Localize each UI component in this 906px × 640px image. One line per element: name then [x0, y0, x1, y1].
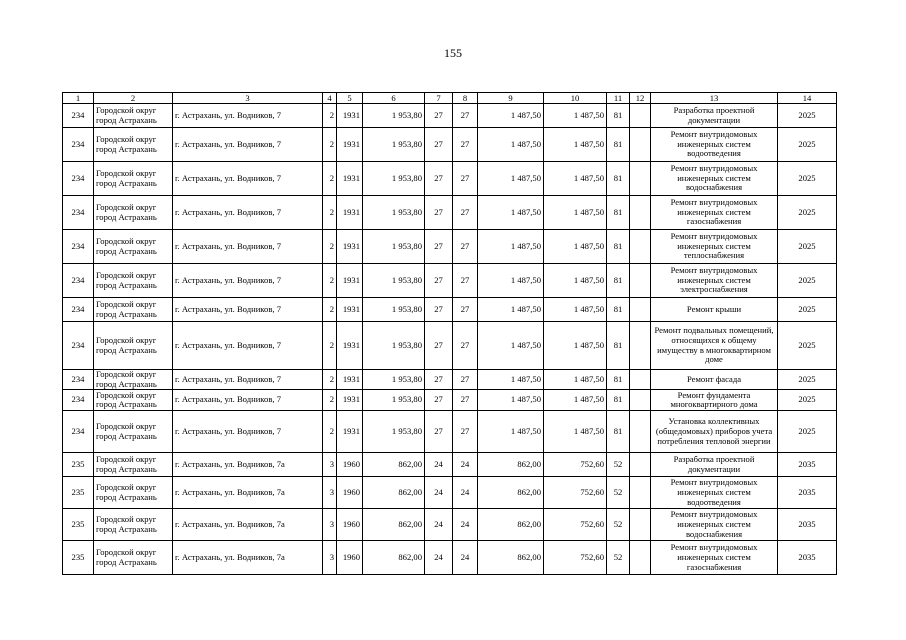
cell-col-9: 1 487,50: [478, 104, 544, 128]
cell-col-5: 1931: [337, 104, 363, 128]
cell-municipality: Городской округ город Астрахань: [94, 453, 173, 477]
cell-object-number: 235: [63, 477, 94, 509]
cell-year: 2035: [778, 477, 837, 509]
cell-address: г. Астрахань, ул. Водников, 7: [173, 298, 323, 322]
cell-col-5: 1931: [337, 411, 363, 453]
cell-col-9: 1 487,50: [478, 230, 544, 264]
cell-col-4: 3: [323, 477, 337, 509]
cell-municipality: Городской округ город Астрахань: [94, 298, 173, 322]
cell-work-type: Ремонт внутридомовых инженерных систем электроснабжения: [651, 264, 778, 298]
cell-col-7: 27: [425, 298, 453, 322]
table-row: [63, 509, 837, 541]
cell-col-4: 3: [323, 541, 337, 575]
table-row: [63, 264, 837, 298]
table-row: [63, 390, 837, 411]
cell-col-10: 1 487,50: [544, 264, 607, 298]
cell-col-11: 81: [607, 162, 630, 196]
column-header: 6: [363, 93, 425, 104]
cell-col-11: 81: [607, 390, 630, 411]
cell-col-5: 1931: [337, 128, 363, 162]
column-header: 12: [630, 93, 651, 104]
cell-col-8: 27: [453, 322, 478, 370]
cell-col-10: 1 487,50: [544, 370, 607, 390]
cell-col-4: 2: [323, 162, 337, 196]
cell-col-5: 1960: [337, 541, 363, 575]
cell-col-8: 27: [453, 298, 478, 322]
cell-address: г. Астрахань, ул. Водников, 7а: [173, 453, 323, 477]
cell-col-8: 24: [453, 509, 478, 541]
cell-col-12: [630, 128, 651, 162]
cell-col-10: 1 487,50: [544, 390, 607, 411]
cell-work-type: Ремонт крыши: [651, 298, 778, 322]
cell-work-type: Ремонт фундамента многоквартирного дома: [651, 390, 778, 411]
table-row: [63, 370, 837, 390]
cell-work-type: Разработка проектной документации: [651, 453, 778, 477]
cell-year: 2025: [778, 264, 837, 298]
table-row: [63, 128, 837, 162]
cell-col-8: 27: [453, 104, 478, 128]
cell-col-6: 1 953,80: [363, 370, 425, 390]
cell-object-number: 235: [63, 509, 94, 541]
cell-col-7: 27: [425, 411, 453, 453]
cell-municipality: Городской округ город Астрахань: [94, 322, 173, 370]
cell-col-12: [630, 411, 651, 453]
column-header: 13: [651, 93, 778, 104]
cell-object-number: 234: [63, 322, 94, 370]
cell-work-type: Ремонт внутридомовых инженерных систем газоснабжения: [651, 196, 778, 230]
cell-col-8: 27: [453, 264, 478, 298]
cell-address: г. Астрахань, ул. Водников, 7: [173, 390, 323, 411]
cell-col-7: 24: [425, 477, 453, 509]
cell-object-number: 234: [63, 411, 94, 453]
cell-col-12: [630, 322, 651, 370]
cell-col-12: [630, 390, 651, 411]
cell-col-12: [630, 477, 651, 509]
cell-col-7: 27: [425, 162, 453, 196]
cell-col-8: 27: [453, 390, 478, 411]
cell-col-10: 1 487,50: [544, 298, 607, 322]
cell-col-5: 1931: [337, 322, 363, 370]
cell-col-9: 862,00: [478, 477, 544, 509]
cell-municipality: Городской округ город Астрахань: [94, 390, 173, 411]
cell-municipality: Городской округ город Астрахань: [94, 370, 173, 390]
cell-col-9: 862,00: [478, 541, 544, 575]
cell-col-7: 24: [425, 453, 453, 477]
column-header: 9: [478, 93, 544, 104]
cell-address: г. Астрахань, ул. Водников, 7а: [173, 477, 323, 509]
cell-year: 2025: [778, 370, 837, 390]
cell-col-6: 1 953,80: [363, 298, 425, 322]
cell-work-type: Ремонт внутридомовых инженерных систем водоотведения: [651, 477, 778, 509]
cell-col-6: 862,00: [363, 541, 425, 575]
cell-object-number: 235: [63, 453, 94, 477]
cell-col-9: 1 487,50: [478, 264, 544, 298]
cell-col-7: 27: [425, 370, 453, 390]
cell-municipality: Городской округ город Астрахань: [94, 128, 173, 162]
cell-col-8: 27: [453, 230, 478, 264]
cell-col-12: [630, 196, 651, 230]
cell-work-type: Ремонт внутридомовых инженерных систем газоснабжения: [651, 541, 778, 575]
cell-year: 2035: [778, 541, 837, 575]
column-header: 11: [607, 93, 630, 104]
cell-municipality: Городской округ город Астрахань: [94, 230, 173, 264]
cell-col-9: 1 487,50: [478, 411, 544, 453]
cell-work-type: Ремонт подвальных помещений, относящихся к общему имуществу в многоквартирном доме: [651, 322, 778, 370]
cell-address: г. Астрахань, ул. Водников, 7: [173, 162, 323, 196]
cell-col-12: [630, 370, 651, 390]
cell-col-12: [630, 509, 651, 541]
table-row: [63, 322, 837, 370]
cell-work-type: Установка коллективных (общедомовых) приборов учета потребления тепловой энергии: [651, 411, 778, 453]
cell-object-number: 234: [63, 298, 94, 322]
cell-address: г. Астрахань, ул. Водников, 7: [173, 128, 323, 162]
cell-object-number: 235: [63, 541, 94, 575]
cell-col-5: 1931: [337, 298, 363, 322]
column-header: 10: [544, 93, 607, 104]
cell-municipality: Городской округ город Астрахань: [94, 104, 173, 128]
cell-col-9: 1 487,50: [478, 322, 544, 370]
cell-col-7: 27: [425, 264, 453, 298]
cell-col-10: 752,60: [544, 541, 607, 575]
cell-col-4: 3: [323, 453, 337, 477]
cell-year: 2025: [778, 322, 837, 370]
cell-col-10: 752,60: [544, 509, 607, 541]
cell-address: г. Астрахань, ул. Водников, 7а: [173, 541, 323, 575]
cell-col-5: 1931: [337, 162, 363, 196]
cell-col-8: 27: [453, 196, 478, 230]
cell-col-10: 1 487,50: [544, 411, 607, 453]
cell-address: г. Астрахань, ул. Водников, 7: [173, 196, 323, 230]
cell-col-7: 24: [425, 541, 453, 575]
cell-col-7: 27: [425, 104, 453, 128]
cell-col-6: 1 953,80: [363, 196, 425, 230]
cell-col-11: 81: [607, 411, 630, 453]
cell-col-5: 1960: [337, 509, 363, 541]
cell-municipality: Городской округ город Астрахань: [94, 264, 173, 298]
cell-municipality: Городской округ город Астрахань: [94, 196, 173, 230]
column-header: 1: [63, 93, 94, 104]
cell-col-6: 1 953,80: [363, 230, 425, 264]
cell-col-6: 1 953,80: [363, 104, 425, 128]
cell-col-8: 24: [453, 541, 478, 575]
table-row: [63, 162, 837, 196]
cell-col-11: 81: [607, 196, 630, 230]
cell-col-4: 2: [323, 264, 337, 298]
cell-col-8: 27: [453, 128, 478, 162]
cell-col-6: 1 953,80: [363, 322, 425, 370]
cell-col-4: 2: [323, 390, 337, 411]
cell-col-5: 1960: [337, 453, 363, 477]
cell-col-9: 1 487,50: [478, 298, 544, 322]
cell-col-6: 1 953,80: [363, 162, 425, 196]
cell-year: 2025: [778, 196, 837, 230]
cell-col-6: 1 953,80: [363, 264, 425, 298]
cell-col-8: 27: [453, 370, 478, 390]
cell-col-5: 1960: [337, 477, 363, 509]
cell-col-6: 1 953,80: [363, 390, 425, 411]
cell-col-12: [630, 298, 651, 322]
cell-col-4: 2: [323, 128, 337, 162]
cell-col-10: 1 487,50: [544, 230, 607, 264]
cell-work-type: Ремонт фасада: [651, 370, 778, 390]
cell-col-11: 81: [607, 104, 630, 128]
cell-address: г. Астрахань, ул. Водников, 7: [173, 104, 323, 128]
cell-col-9: 1 487,50: [478, 162, 544, 196]
cell-year: 2035: [778, 453, 837, 477]
cell-year: 2025: [778, 128, 837, 162]
cell-col-4: 2: [323, 370, 337, 390]
cell-col-8: 27: [453, 411, 478, 453]
cell-col-12: [630, 230, 651, 264]
cell-col-7: 27: [425, 128, 453, 162]
cell-col-7: 27: [425, 390, 453, 411]
cell-col-11: 81: [607, 128, 630, 162]
cell-col-4: 2: [323, 322, 337, 370]
cell-col-12: [630, 453, 651, 477]
cell-col-10: 1 487,50: [544, 104, 607, 128]
cell-col-10: 1 487,50: [544, 128, 607, 162]
cell-col-12: [630, 264, 651, 298]
table-row: [63, 541, 837, 575]
cell-work-type: Разработка проектной документации: [651, 104, 778, 128]
cell-object-number: 234: [63, 162, 94, 196]
cell-col-11: 52: [607, 509, 630, 541]
cell-col-11: 52: [607, 453, 630, 477]
cell-address: г. Астрахань, ул. Водников, 7: [173, 370, 323, 390]
cell-col-6: 1 953,80: [363, 128, 425, 162]
cell-municipality: Городской округ город Астрахань: [94, 162, 173, 196]
column-header: 8: [453, 93, 478, 104]
cell-col-11: 81: [607, 230, 630, 264]
cell-col-6: 862,00: [363, 509, 425, 541]
cell-col-10: 752,60: [544, 453, 607, 477]
cell-col-9: 1 487,50: [478, 128, 544, 162]
cell-col-10: 1 487,50: [544, 196, 607, 230]
cell-col-11: 52: [607, 541, 630, 575]
column-header: 5: [337, 93, 363, 104]
cell-address: г. Астрахань, ул. Водников, 7: [173, 322, 323, 370]
cell-col-11: 81: [607, 322, 630, 370]
cell-year: 2025: [778, 411, 837, 453]
cell-object-number: 234: [63, 128, 94, 162]
cell-col-5: 1931: [337, 230, 363, 264]
cell-col-4: 2: [323, 230, 337, 264]
cell-address: г. Астрахань, ул. Водников, 7: [173, 264, 323, 298]
cell-col-5: 1931: [337, 390, 363, 411]
cell-object-number: 234: [63, 230, 94, 264]
cell-col-6: 862,00: [363, 453, 425, 477]
column-number-row: [63, 93, 837, 104]
cell-col-8: 27: [453, 162, 478, 196]
cell-object-number: 234: [63, 370, 94, 390]
cell-col-5: 1931: [337, 264, 363, 298]
cell-col-11: 81: [607, 370, 630, 390]
cell-year: 2025: [778, 298, 837, 322]
cell-col-9: 1 487,50: [478, 370, 544, 390]
table-row: [63, 298, 837, 322]
cell-col-4: 2: [323, 104, 337, 128]
cell-address: г. Астрахань, ул. Водников, 7: [173, 230, 323, 264]
cell-col-12: [630, 104, 651, 128]
registry-table: [62, 92, 837, 575]
cell-col-9: 862,00: [478, 453, 544, 477]
cell-year: 2025: [778, 390, 837, 411]
column-header: 4: [323, 93, 337, 104]
cell-col-8: 24: [453, 477, 478, 509]
cell-col-10: 1 487,50: [544, 162, 607, 196]
cell-col-10: 752,60: [544, 477, 607, 509]
cell-municipality: Городской округ город Астрахань: [94, 477, 173, 509]
table-row: [63, 453, 837, 477]
table-row: [63, 411, 837, 453]
cell-address: г. Астрахань, ул. Водников, 7: [173, 411, 323, 453]
column-header: 7: [425, 93, 453, 104]
cell-object-number: 234: [63, 390, 94, 411]
cell-object-number: 234: [63, 196, 94, 230]
cell-object-number: 234: [63, 104, 94, 128]
cell-col-11: 81: [607, 298, 630, 322]
cell-col-6: 1 953,80: [363, 411, 425, 453]
table-row: [63, 196, 837, 230]
cell-col-4: 2: [323, 298, 337, 322]
cell-object-number: 234: [63, 264, 94, 298]
cell-work-type: Ремонт внутридомовых инженерных систем теплоснабжения: [651, 230, 778, 264]
cell-col-4: 3: [323, 509, 337, 541]
cell-year: 2025: [778, 230, 837, 264]
cell-col-6: 862,00: [363, 477, 425, 509]
cell-col-9: 1 487,50: [478, 196, 544, 230]
cell-col-10: 1 487,50: [544, 322, 607, 370]
cell-municipality: Городской округ город Астрахань: [94, 411, 173, 453]
cell-col-12: [630, 162, 651, 196]
table-row: [63, 477, 837, 509]
cell-col-5: 1931: [337, 196, 363, 230]
cell-col-11: 52: [607, 477, 630, 509]
cell-work-type: Ремонт внутридомовых инженерных систем водоснабжения: [651, 509, 778, 541]
cell-col-5: 1931: [337, 370, 363, 390]
cell-col-7: 27: [425, 230, 453, 264]
cell-year: 2025: [778, 162, 837, 196]
cell-col-9: 1 487,50: [478, 390, 544, 411]
table-row: [63, 104, 837, 128]
cell-year: 2025: [778, 104, 837, 128]
column-header: 3: [173, 93, 323, 104]
table-row: [63, 230, 837, 264]
cell-municipality: Городской округ город Астрахань: [94, 509, 173, 541]
cell-col-9: 862,00: [478, 509, 544, 541]
cell-col-12: [630, 541, 651, 575]
column-header: 14: [778, 93, 837, 104]
column-header: 2: [94, 93, 173, 104]
cell-work-type: Ремонт внутридомовых инженерных систем водоотведения: [651, 128, 778, 162]
cell-work-type: Ремонт внутридомовых инженерных систем водоснабжения: [651, 162, 778, 196]
cell-col-7: 27: [425, 322, 453, 370]
cell-address: г. Астрахань, ул. Водников, 7а: [173, 509, 323, 541]
cell-col-4: 2: [323, 411, 337, 453]
cell-col-4: 2: [323, 196, 337, 230]
cell-col-8: 24: [453, 453, 478, 477]
cell-col-7: 27: [425, 196, 453, 230]
cell-col-7: 24: [425, 509, 453, 541]
page-number: 155: [444, 46, 462, 60]
cell-municipality: Городской округ город Астрахань: [94, 541, 173, 575]
cell-year: 2035: [778, 509, 837, 541]
cell-col-11: 81: [607, 264, 630, 298]
